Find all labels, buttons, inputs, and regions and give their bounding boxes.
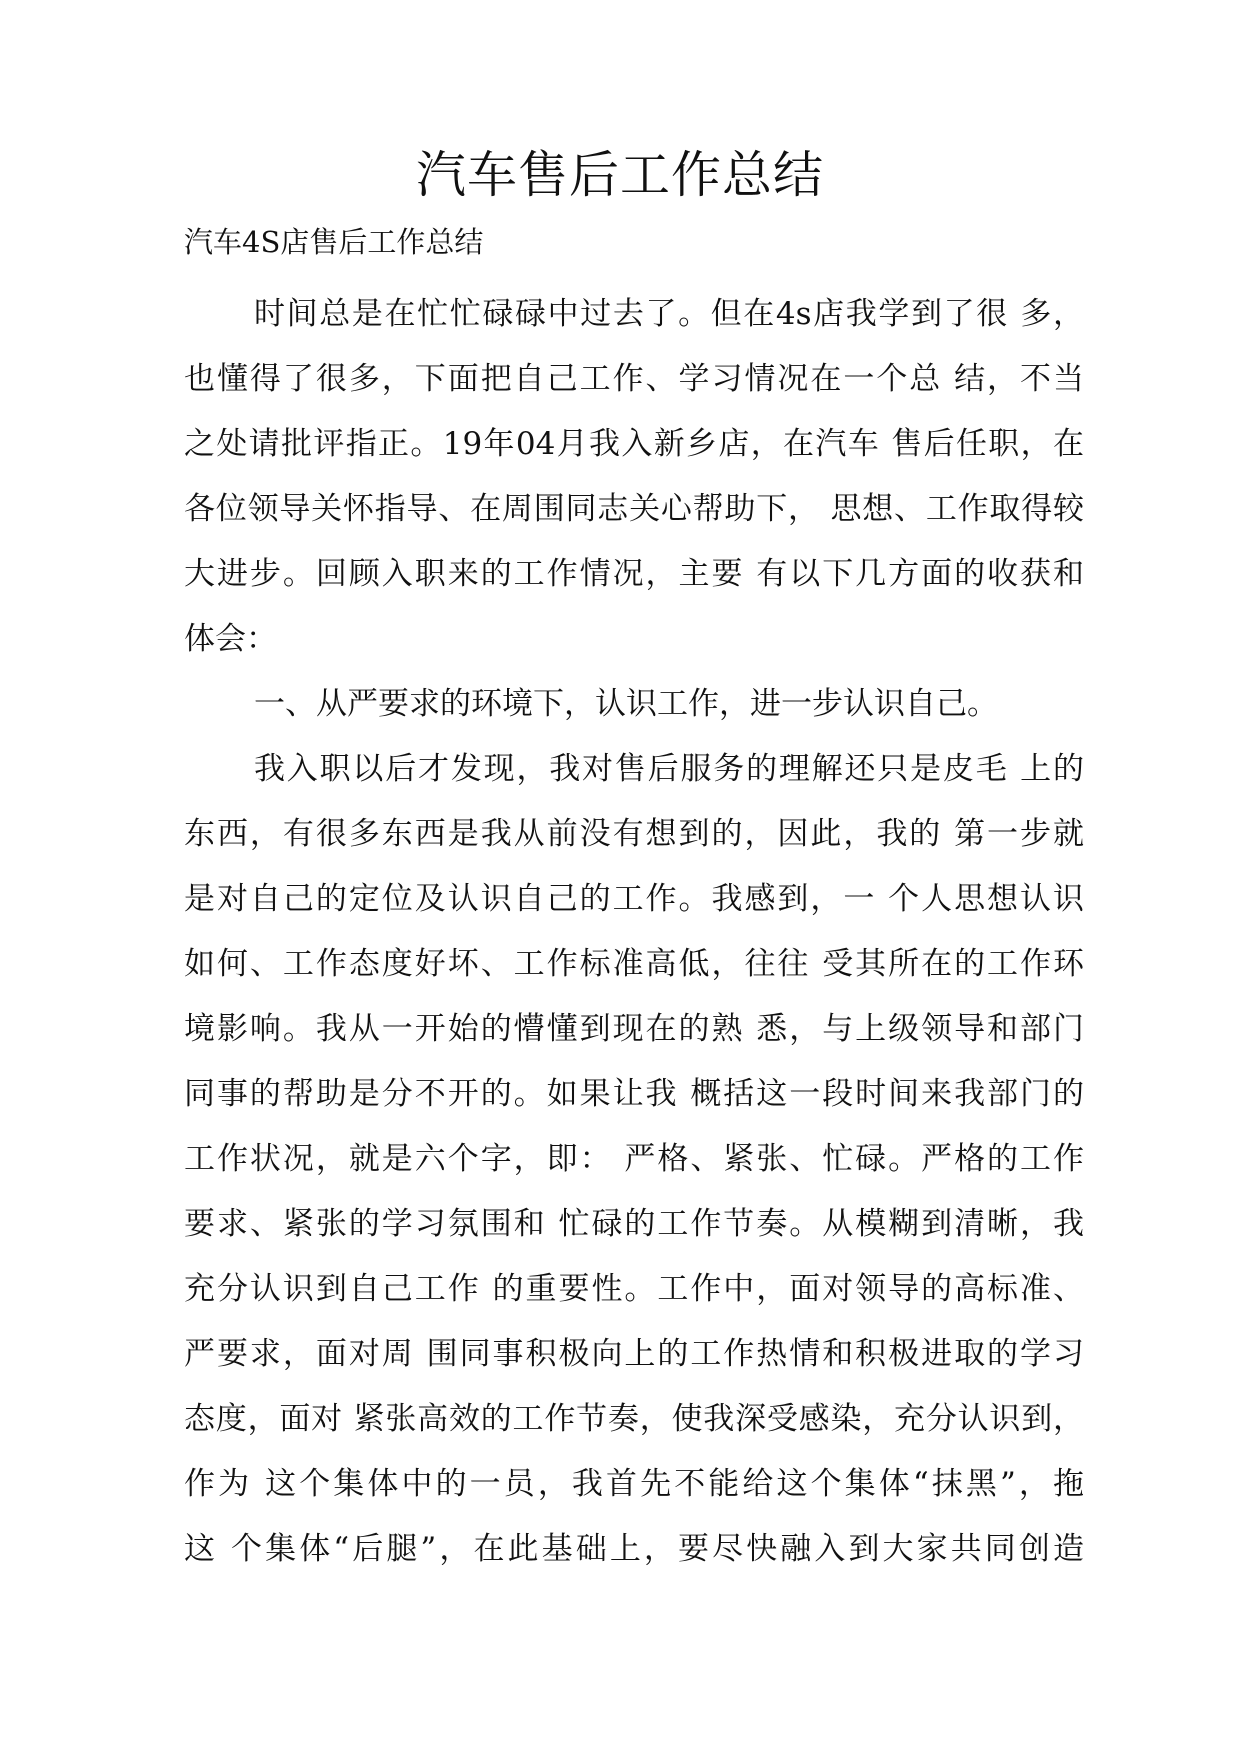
paragraph-line: 要求、紧张的学习氛围和 忙碌的工作节奏。从模糊到清晰，我 <box>184 1206 1084 1242</box>
paragraph-line: 东西，有很多东西是我从前没有想到的，因此，我的 第一步就 <box>184 816 1084 852</box>
document-body <box>184 282 1084 1582</box>
paragraph-line: 各位领导关怀指导、在周围同志关心帮助下， 思想、工作取得较 <box>184 491 1084 527</box>
paragraph-line: 同事的帮助是分不开的。如果让我 概括这一段时间来我部门的 <box>184 1076 1084 1112</box>
paragraph-line: 如何、工作态度好坏、工作标准高低，往往 受其所在的工作环 <box>184 946 1084 982</box>
paragraph-line: 我入职以后才发现，我对售后服务的理解还只是皮毛 上的 <box>254 751 1084 787</box>
paragraph-line: 大进步。回顾入职来的工作情况，主要 有以下几方面的收获和 <box>184 556 1084 592</box>
paragraph-line: 严要求，面对周 围同事积极向上的工作热情和积极进取的学习 <box>184 1336 1084 1372</box>
paragraph-line: 是对自己的定位及认识自己的工作。我感到，一 个人思想认识 <box>184 881 1084 917</box>
paragraph-line: 体会： <box>184 621 277 657</box>
paragraph-line: 之处请批评指正。19年04月我入新乡店，在汽车 售后任职，在 <box>184 426 1084 462</box>
paragraph-line: 这 个集体“后腿”，在此基础上，要尽快融入到大家共同创造 <box>184 1531 1084 1567</box>
paragraph-line: 充分认识到自己工作 的重要性。工作中，面对领导的高标准、 <box>184 1271 1084 1307</box>
paragraph-line: 时间总是在忙忙碌碌中过去了。但在4s店我学到了很 多， <box>254 296 1084 332</box>
document-subtitle: 汽车4S店售后工作总结 <box>184 225 484 259</box>
paragraph-line: 工作状况，就是六个字，即： 严格、紧张、忙碌。严格的工作 <box>184 1141 1084 1177</box>
paragraph-line: 态度，面对 紧张高效的工作节奏，使我深受感染，充分认识到， <box>184 1401 1084 1437</box>
paragraph-line: 作为 这个集体中的一员，我首先不能给这个集体“抹黑”，拖 <box>184 1466 1084 1502</box>
document-title: 汽车售后工作总结 <box>416 146 824 204</box>
paragraph-line: 也懂得了很多，下面把自己工作、学习情况在一个总 结，不当 <box>184 361 1084 397</box>
paragraph-line: 境影响。我从一开始的懵懂到现在的熟 悉，与上级领导和部门 <box>184 1011 1084 1047</box>
section-heading: 一、从严要求的环境下，认识工作，进一步认识自己。 <box>254 686 998 722</box>
